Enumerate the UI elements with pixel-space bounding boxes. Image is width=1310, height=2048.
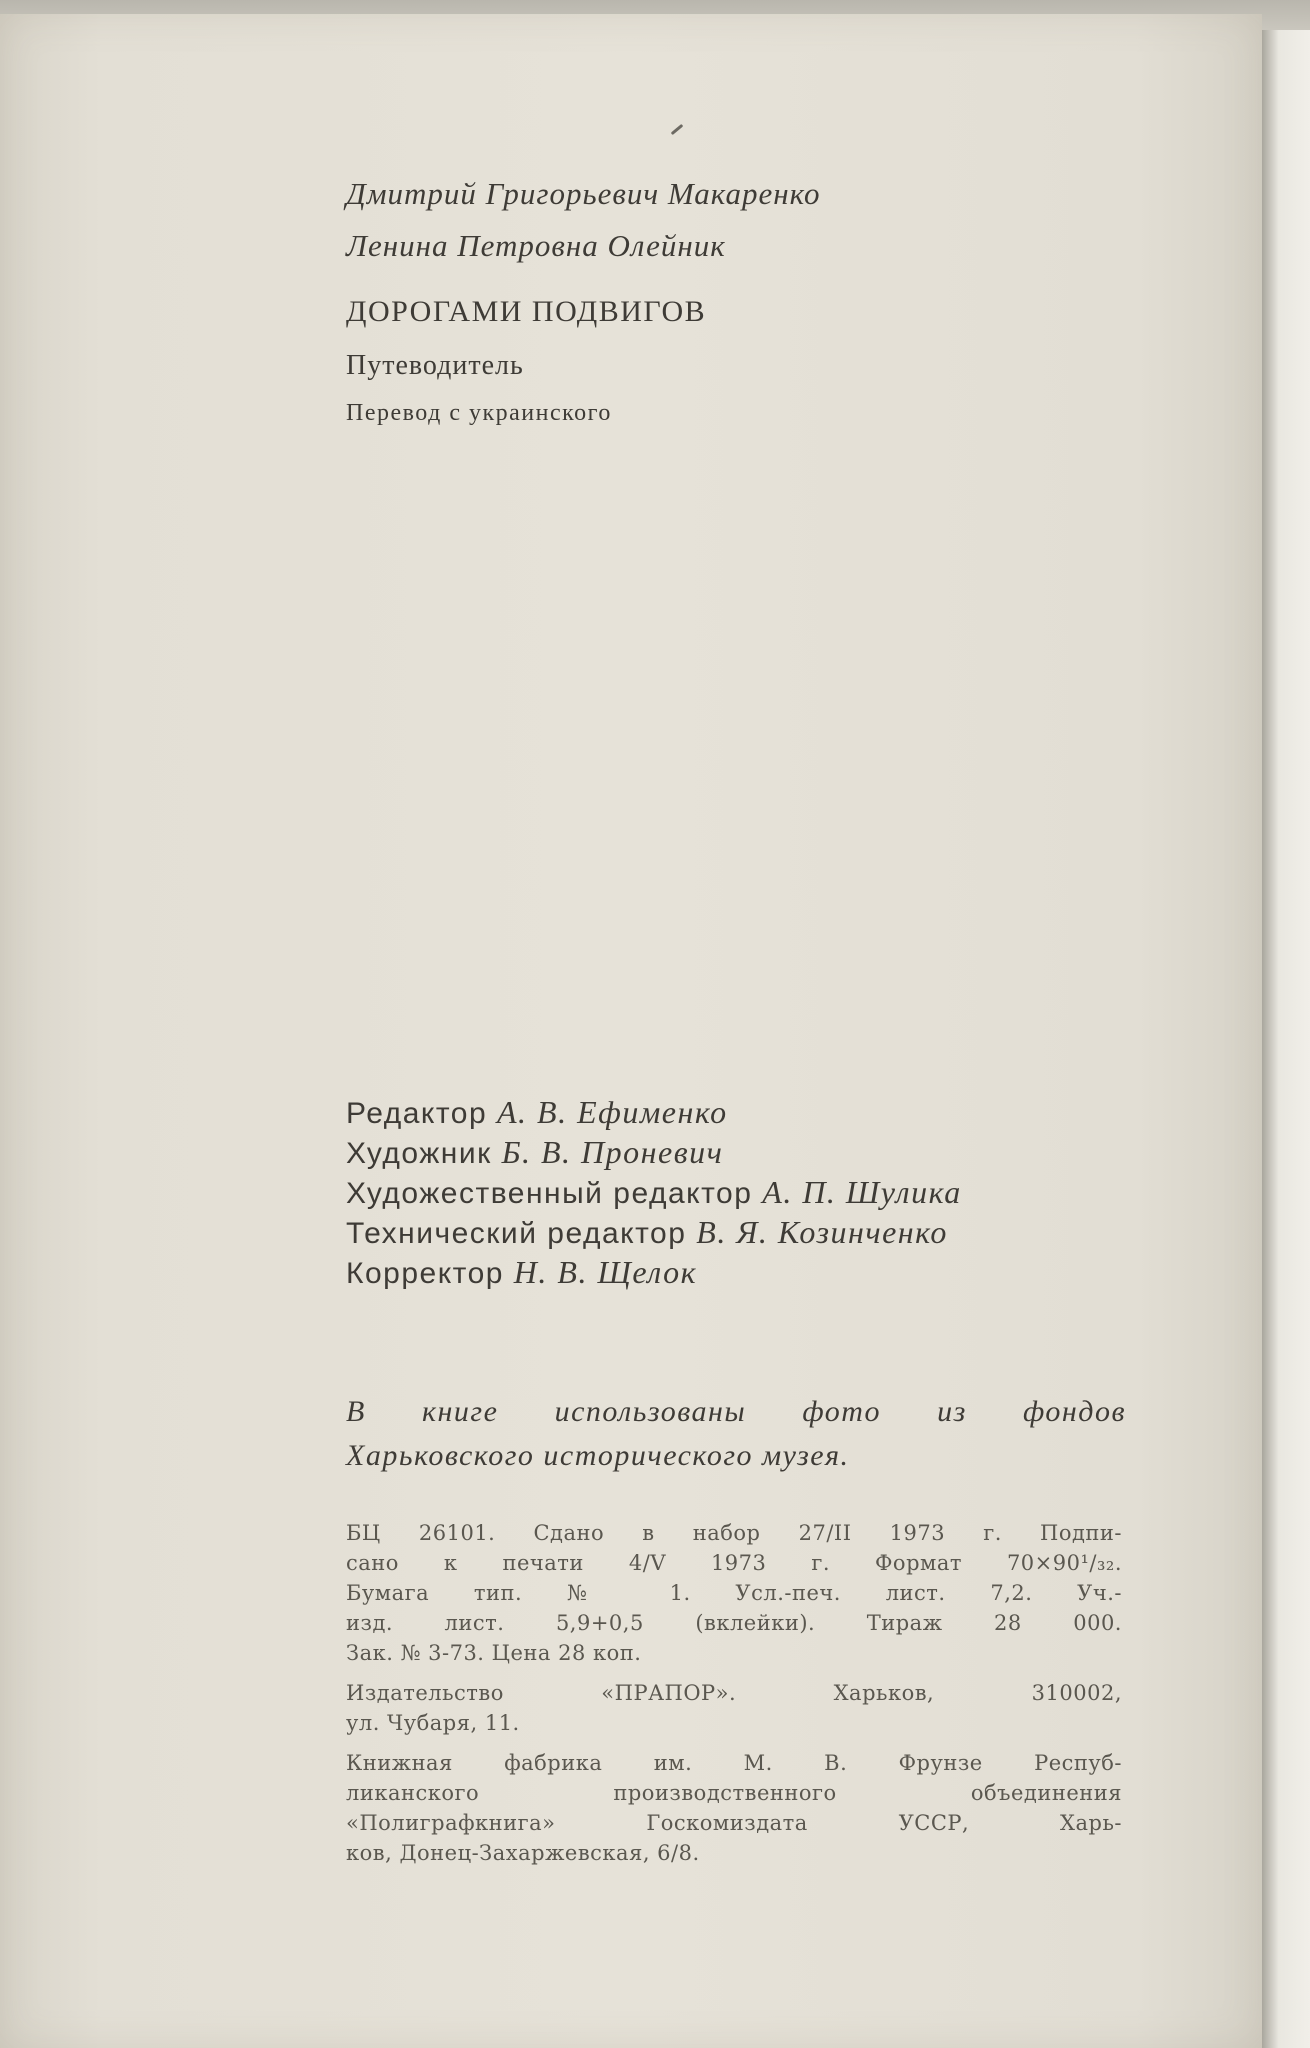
publisher-info xyxy=(346,1678,1122,1738)
credit-name: Н. В. Щелок xyxy=(513,1254,698,1290)
imprint-line: ков, Донец-Захаржевская, 6/8. xyxy=(346,1841,700,1865)
authors xyxy=(346,168,820,272)
author-name: Ленина Петровна Олейник xyxy=(346,228,726,263)
imprint-line: Бумага тип. № 1. Усл.-печ. лист. 7,2. Уч.- xyxy=(346,1581,1122,1605)
note-line: Харьковского исторического музея. xyxy=(346,1439,850,1472)
imprint-line: Зак. № 3-73. Цена 28 коп. xyxy=(346,1641,642,1665)
book-subtitle: Путеводитель xyxy=(346,350,524,381)
author-name: Дмитрий Григорьевич Макаренко xyxy=(346,176,821,211)
credit-row xyxy=(346,1253,962,1293)
imprint-line: сано к печати 4/V 1973 г. Формат 70×90¹/₃₂. xyxy=(346,1551,1122,1575)
credit-name: Б. В. Проневич xyxy=(501,1134,724,1170)
imprint-line: БЦ 26101. Сдано в набор 27/II 1973 г. Подпи- xyxy=(346,1521,1122,1545)
next-page-edge xyxy=(1262,30,1310,2048)
printer-info xyxy=(346,1748,1122,1868)
credit-name: В. Я. Козинченко xyxy=(696,1214,948,1250)
credit-row xyxy=(346,1213,962,1253)
credit-role: Редактор xyxy=(346,1097,488,1130)
note-line: В книге использованы фото из фондов xyxy=(346,1395,1126,1428)
imprint xyxy=(346,1518,1122,1878)
imprint-line: Издательство «ПРАПОР». Харьков, 310002, xyxy=(346,1681,1122,1705)
translation-note: Перевод с украинского xyxy=(346,400,612,426)
credit-role: Технический редактор xyxy=(346,1217,687,1250)
credit-row xyxy=(346,1173,962,1213)
credit-role: Корректор xyxy=(346,1257,504,1290)
imprint-line: ликанского производственного объединения xyxy=(346,1781,1122,1805)
imprint-line: Книжная фабрика им. М. В. Фрунзе Респуб- xyxy=(346,1751,1122,1775)
print-data xyxy=(346,1518,1122,1668)
credit-role: Художник xyxy=(346,1137,492,1170)
credit-row xyxy=(346,1133,962,1173)
book-title: ДОРОГАМИ ПОДВИГОВ xyxy=(346,295,707,328)
imprint-line: «Полиграфкнига» Госкомиздата УССР, Харь- xyxy=(346,1811,1122,1835)
imprint-line: ул. Чубаря, 11. xyxy=(346,1711,520,1735)
photo-source-note xyxy=(346,1390,1126,1478)
credit-name: А. П. Шулика xyxy=(762,1174,962,1210)
imprint-line: изд. лист. 5,9+0,5 (вклейки). Тираж 28 000. xyxy=(346,1611,1122,1635)
credit-role: Художественный редактор xyxy=(346,1177,753,1210)
credits-list xyxy=(346,1093,962,1293)
credit-row xyxy=(346,1093,962,1133)
credit-name: А. В. Ефименко xyxy=(496,1094,728,1130)
